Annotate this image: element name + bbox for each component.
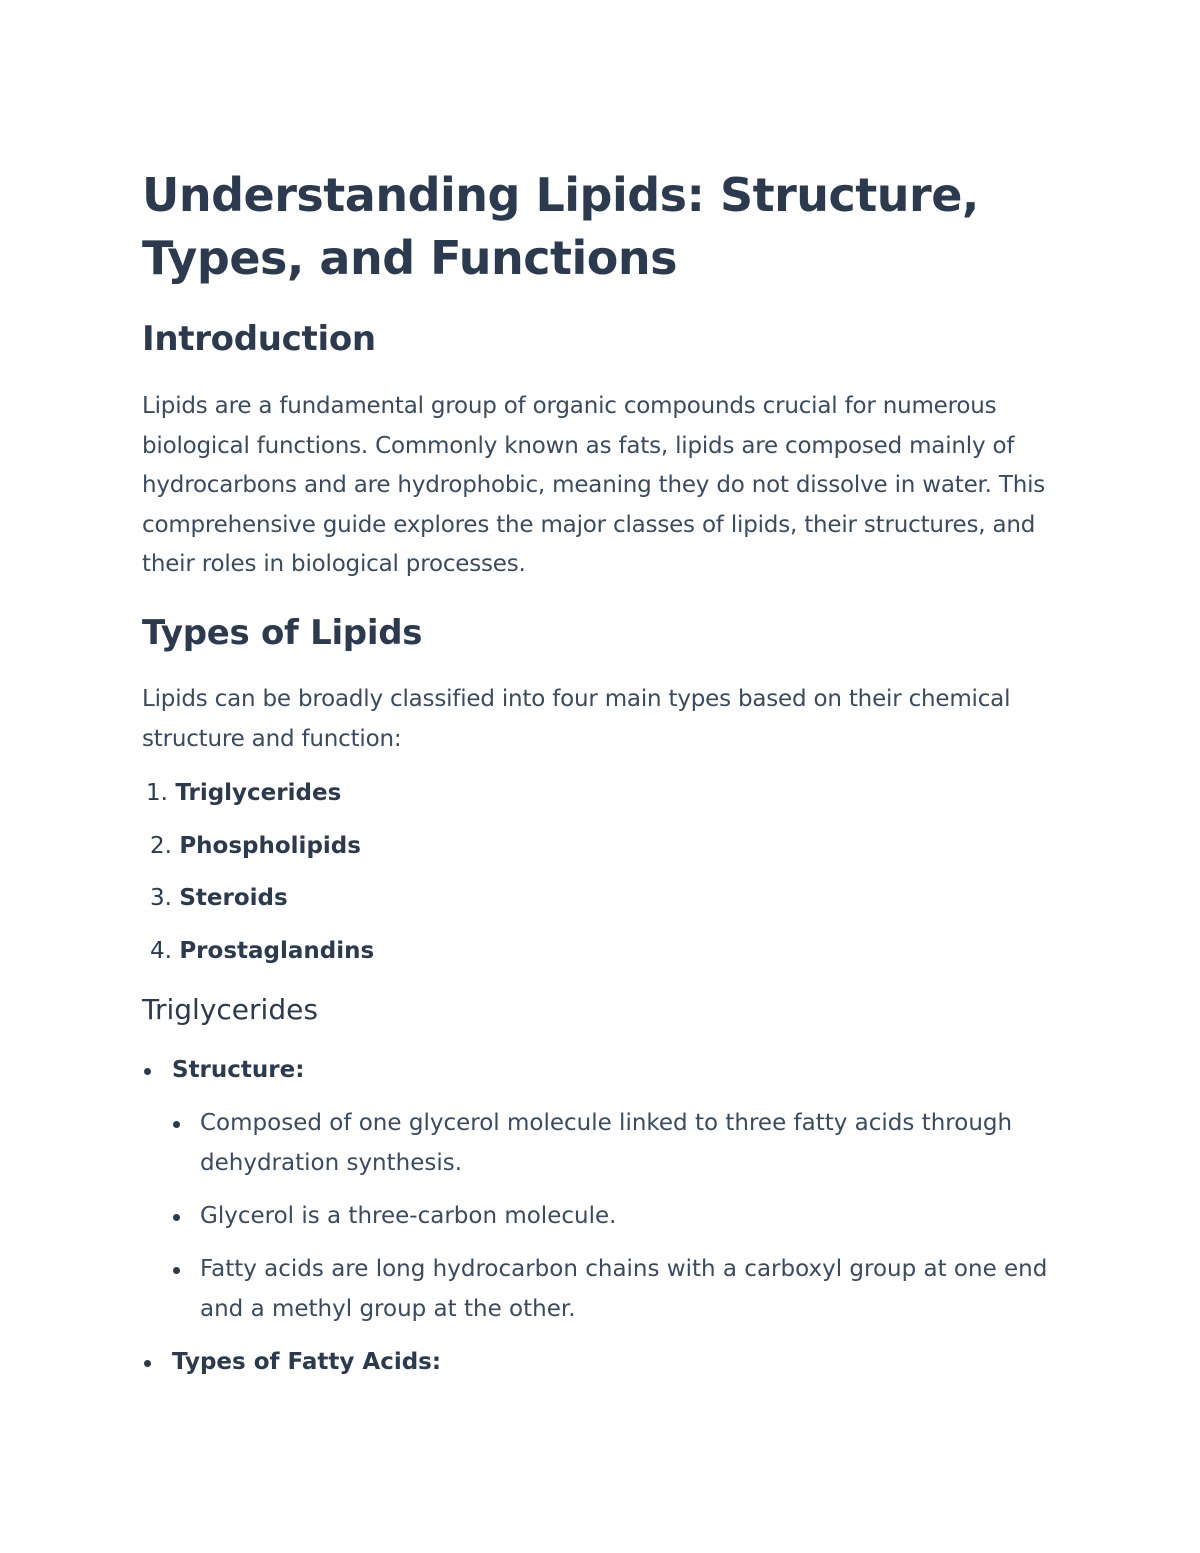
list-item-label: Phospholipids — [179, 832, 361, 859]
list-item-label: Prostaglandins — [179, 938, 375, 965]
bullet-dot-icon — [144, 1068, 151, 1075]
list-item-label: Triglycerides — [175, 780, 342, 806]
fatty-acids-label: Types of Fatty Acids: — [172, 1349, 442, 1375]
bullet-dot-icon — [173, 1121, 180, 1128]
list-item-number: 4. — [150, 938, 172, 965]
introduction-heading: Introduction — [142, 319, 376, 359]
triglycerides-heading: Triglycerides — [142, 993, 318, 1026]
list-item — [142, 878, 374, 931]
bullet-dot-icon — [173, 1267, 180, 1274]
list-item — [142, 773, 374, 826]
list-item-number: 3. — [150, 885, 172, 912]
list-item-number: 1. — [146, 780, 168, 806]
list-item-label: Steroids — [179, 885, 288, 912]
structure-point-text: Glycerol is a three-carbon molecule. — [200, 1203, 617, 1229]
introduction-paragraph: Lipids are a fundamental group of organic compounds crucial for numerous biological functions. Commonly known as fats, lipids are composed mainly of hydrocarbons and are hydrophobic, meaning they do not dissolve in water. This comprehensive guide explores the major classes of lipids, their structures, and their roles in biological processes. — [142, 393, 1046, 577]
structure-point-text: Fatty acids are long hydrocarbon chains with a carboxyl group at one end and a methyl group at the other. — [200, 1256, 1048, 1322]
types-of-lipids-paragraph: Lipids can be broadly classified into four main types based on their chemical structure and function: — [142, 686, 1011, 752]
structure-label: Structure: — [172, 1057, 305, 1083]
list-item — [142, 826, 374, 879]
list-item-number: 2. — [150, 832, 172, 859]
list-item — [142, 931, 374, 984]
structure-point-text: Composed of one glycerol molecule linked to three fatty acids through dehydration synthesis. — [200, 1110, 1013, 1176]
bullet-dot-icon — [144, 1360, 151, 1367]
lipid-types-list — [142, 773, 374, 984]
types-of-lipids-heading: Types of Lipids — [142, 613, 423, 653]
bullet-dot-icon — [173, 1214, 180, 1221]
document-title: Understanding Lipids: Structure, Types, and Functions — [142, 168, 979, 285]
